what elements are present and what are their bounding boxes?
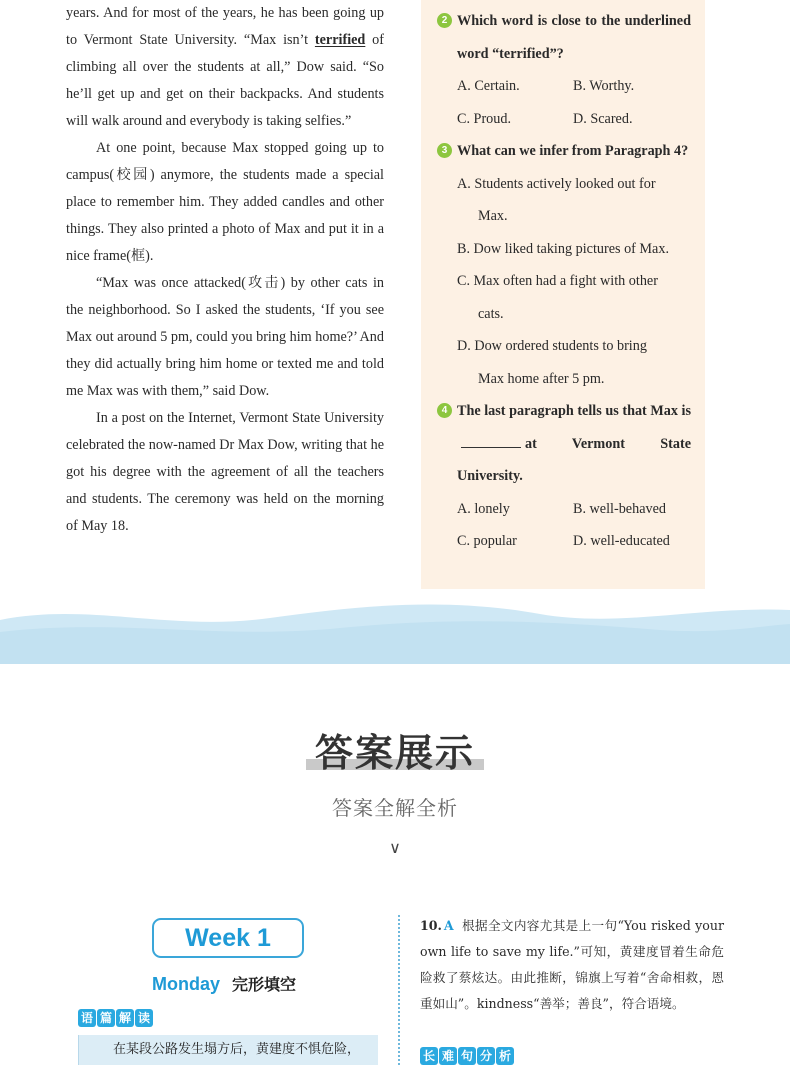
option-a[interactable] (437, 168, 691, 233)
day-label: Monday (152, 974, 221, 994)
section-label: 完形填空 (232, 975, 297, 994)
passage-paragraph-1 (66, 0, 384, 135)
tag-sentence-analysis (420, 1047, 514, 1065)
question-stem (437, 395, 691, 493)
week-badge: Week 1 (152, 918, 304, 958)
answer-explanation-10 (420, 913, 724, 1017)
option-list (437, 493, 691, 558)
option-text: B. Dow liked taking pictures of Max. (457, 240, 669, 257)
option-text: cats. (478, 305, 504, 322)
chevron-down-icon[interactable]: ∨ (389, 838, 401, 857)
question-stem (437, 5, 691, 70)
tag-char: 语 (78, 1009, 96, 1027)
question-stem (437, 135, 691, 168)
tag-char: 难 (439, 1047, 457, 1065)
answer-title-text: 答案展示 (314, 731, 475, 775)
option-a[interactable]: A. Certain. (457, 78, 520, 94)
question-2 (437, 5, 691, 135)
question-text: at Vermont State University. (457, 435, 691, 484)
day-heading (152, 972, 312, 995)
question-number-badge: 3 (437, 143, 452, 158)
option-text: Max. (478, 208, 508, 224)
passage-paragraph-2: At one point, because Max stopped going up to campus(校园) anymore, the students made a special place to remember him. They added candles and other things. They also printed a photo of Max and put it in a nice frame(框). (66, 140, 384, 264)
question-4 (437, 395, 691, 558)
answer-letter: A (443, 918, 454, 933)
question-text: What can we infer from Paragraph 4? (457, 143, 689, 159)
option-list (437, 70, 691, 135)
option-c[interactable]: C. popular (457, 533, 517, 549)
tag-char: 句 (458, 1047, 476, 1065)
tag-char: 析 (496, 1047, 514, 1065)
option-b[interactable] (437, 233, 691, 266)
answer-section-subtitle: 答案全解全析 (332, 796, 458, 820)
answer-number: 10. (420, 918, 442, 933)
tag-char: 长 (420, 1047, 438, 1065)
passage-text: of climbing all over the students at all,” Dow said. “So he’ll get up and get on their backpacks. And students will walk around and everybody is taking selfies.” (66, 32, 384, 129)
option-a[interactable]: A. lonely (457, 500, 510, 517)
answer-blank[interactable] (461, 434, 521, 448)
passage-summary: 在某段公路发生塌方后，黄建度不惧危险， (78, 1035, 378, 1065)
option-text: A. Students actively looked out for (457, 175, 656, 192)
passage-paragraph-3: “Max was once attacked(攻击) by other cats in the neighborhood. So I asked the students, ‘If you see Max out around 5 pm, could you bring him home?’ And they did actually bring him home or texted me and told me Max was with them,” said Dow. (66, 275, 384, 399)
question-text: The last paragraph tells us that Max is (457, 403, 691, 419)
reading-passage (66, 0, 384, 540)
passage-text: years. And for most of the years, he has been (66, 5, 329, 21)
question-panel (421, 0, 705, 589)
passage-text: going up to Vermont State University. “Max isn’t (66, 5, 385, 48)
question-number-badge: 4 (437, 403, 452, 418)
option-c[interactable] (437, 265, 691, 330)
tag-char: 篇 (97, 1009, 115, 1027)
tag-char: 分 (477, 1047, 495, 1065)
option-b[interactable]: B. well-behaved (573, 500, 666, 517)
answer-section-title (0, 722, 790, 777)
option-c[interactable]: C. Proud. (457, 110, 511, 127)
underlined-keyword: terrified (314, 32, 366, 48)
option-d[interactable]: D. well-educated (573, 533, 670, 549)
option-b[interactable]: B. Worthy. (573, 78, 635, 94)
column-divider (398, 915, 400, 1065)
passage-paragraph-4: In a post on the Internet, Vermont State University celebrated the now-named Dr Max Dow, writing that he got his degree with the agreement of all the teachers and students. The ceremony was held on the morning of May 18. (66, 410, 384, 534)
option-d[interactable]: D. Scared. (573, 110, 633, 127)
option-text: D. Dow ordered students to bring (457, 338, 647, 354)
tag-passage-analysis (78, 1009, 153, 1027)
tag-char: 读 (135, 1009, 153, 1027)
option-text: C. Max often had a fight with other (457, 273, 658, 289)
option-text: Max home after 5 pm. (478, 370, 605, 387)
answer-text: 根据全文内容尤其是上一句“You risked your own life to save my life.”可知，黄建度冒着生命危险救了蔡炫达。由此推断，锦旗上写着“舍命相救，恩重如山”。kindness“善举；善良”，符合语境。 (420, 918, 724, 1011)
question-3 (437, 135, 691, 395)
wave-divider (0, 592, 790, 664)
question-text: Which word is close to the underlined word “terrified”? (457, 13, 691, 62)
tag-char: 解 (116, 1009, 134, 1027)
question-number-badge: 2 (437, 13, 452, 28)
option-d[interactable] (437, 330, 691, 395)
